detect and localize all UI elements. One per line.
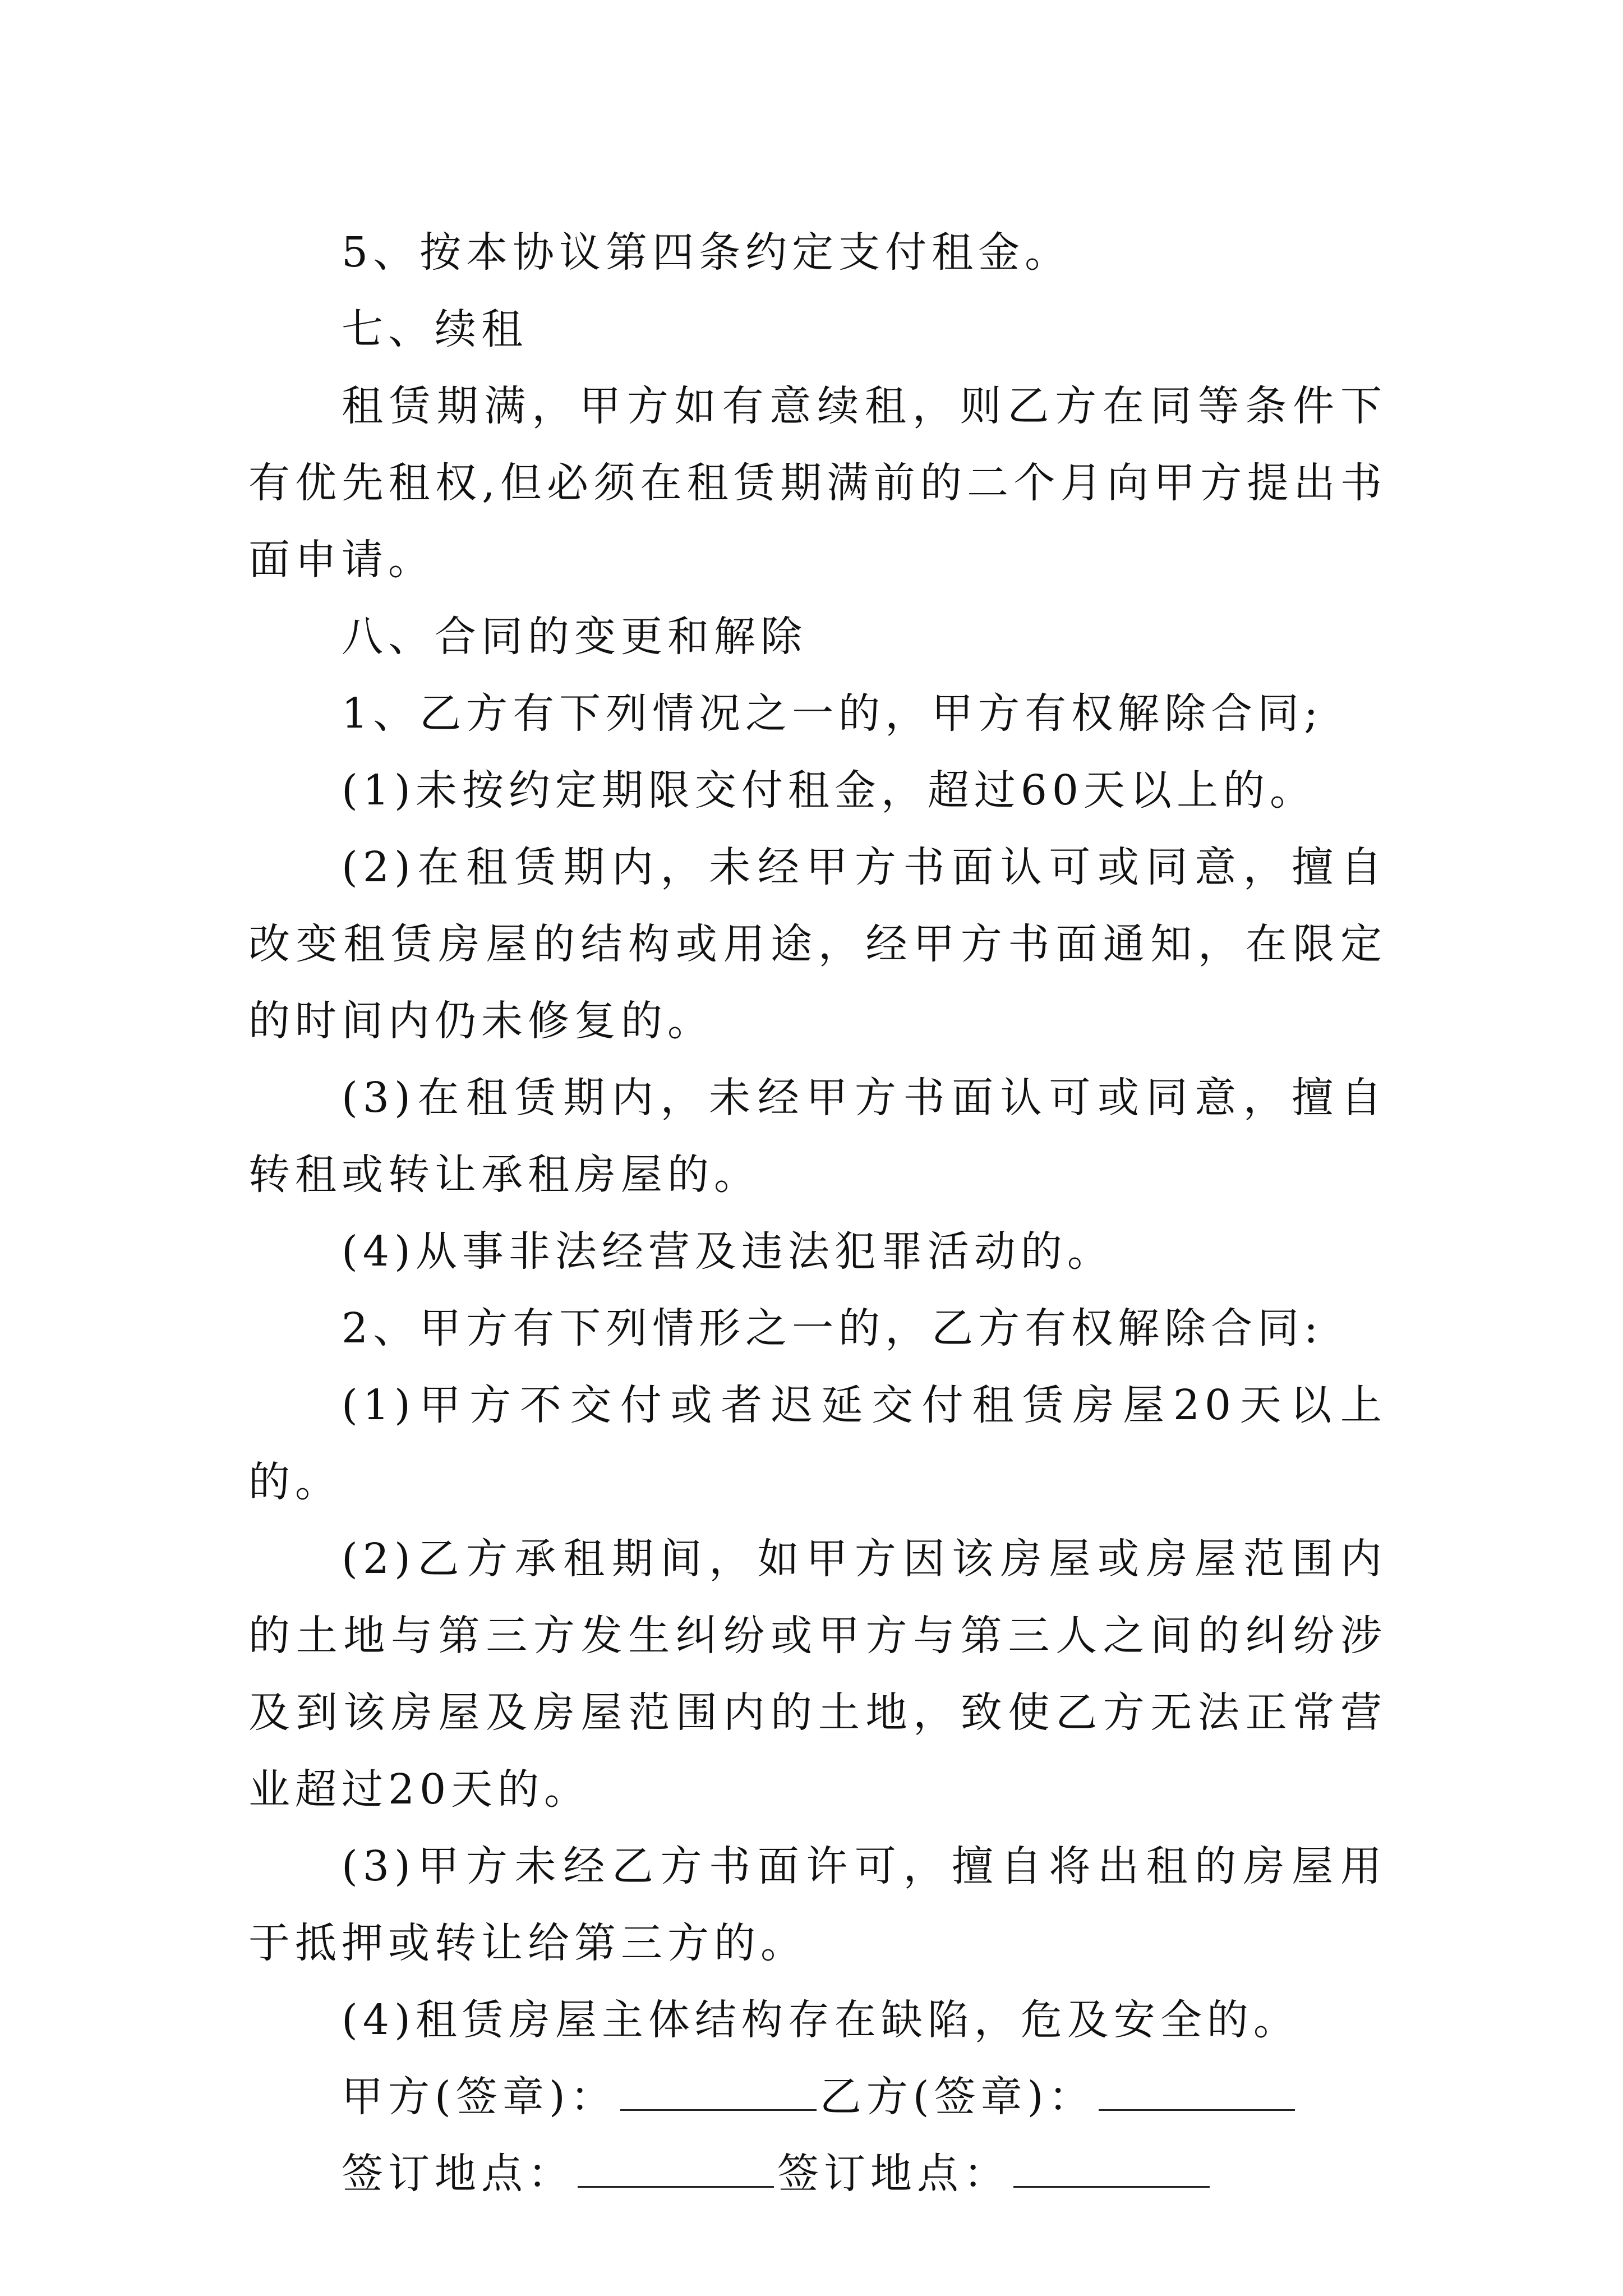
party-a-signature-label: 甲方(签章)： (342, 2073, 617, 2121)
item-a-1: (1)甲方不交付或者迟延交付租赁房屋20天以上的。 (248, 1381, 1387, 1506)
section-heading-renewal: 七、续租 (342, 305, 528, 353)
item-a-3: (3)甲方未经乙方书面许可，擅自将出租的房屋用于抵押或转让给第三方的。 (248, 1842, 1387, 1967)
clause-party-a-breach: 2、甲方有下列情形之一的，乙方有权解除合同: (342, 1304, 1324, 1352)
place-a-label: 签订地点： (342, 2150, 574, 2198)
item-b-4: (4)从事非法经营及违法犯罪活动的。 (342, 1227, 1114, 1276)
clause-pay-rent: 5、按本协议第四条约定支付租金。 (342, 228, 1072, 277)
signature-line (248, 2059, 1387, 2136)
item-a-2: (2)乙方承租期间，如甲方因该房屋或房屋范围内的土地与第三方发生纠纷或甲方与第三人之间的纠纷涉及到该房屋及房屋范围内的土地，致使乙方无法正常营业超过20天的。 (248, 1535, 1387, 1814)
party-b-signature-blank[interactable] (1099, 2109, 1295, 2111)
signing-place-line (248, 2136, 1387, 2212)
place-b-blank[interactable] (1013, 2185, 1210, 2188)
place-a-blank[interactable] (578, 2185, 774, 2188)
item-b-1: (1)未按约定期限交付租金，超过60天以上的。 (342, 766, 1316, 815)
item-a-4: (4)租赁房屋主体结构存在缺陷，危及安全的。 (342, 1996, 1300, 2044)
item-b-3: (3)在租赁期内，未经甲方书面认可或同意，擅自转租或转让承租房屋的。 (248, 1074, 1387, 1199)
place-b-label: 签订地点： (777, 2150, 1010, 2198)
section-heading-change-termination: 八、合同的变更和解除 (342, 613, 807, 661)
renewal-text: 租赁期满，甲方如有意续租，则乙方在同等条件下有优先租权,但必须在租赁期满前的二个月向甲方提出书面申请。 (248, 382, 1387, 584)
document-body (248, 214, 1387, 2212)
clause-party-b-breach: 1、乙方有下列情况之一的，甲方有权解除合同; (342, 689, 1324, 738)
party-a-signature-blank[interactable] (620, 2109, 817, 2111)
party-b-signature-label: 乙方(签章)： (819, 2073, 1095, 2121)
item-b-2: (2)在租赁期内，未经甲方书面认可或同意，擅自改变租赁房屋的结构或用途，经甲方书面通知，在限定的时间内仍未修复的。 (248, 843, 1387, 1045)
